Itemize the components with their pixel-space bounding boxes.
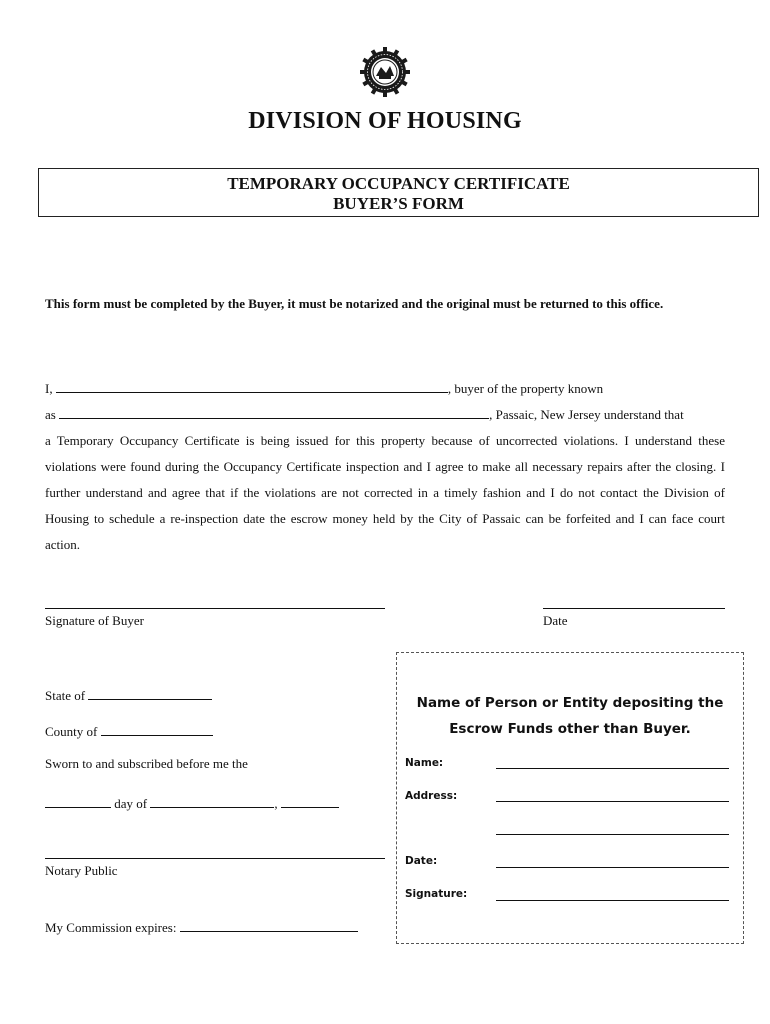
buyer-name-line <box>45 376 735 402</box>
county-label: County of <box>45 724 98 739</box>
day-of-label: day of <box>114 796 148 811</box>
property-address-line <box>45 402 735 428</box>
month-field[interactable] <box>150 792 274 808</box>
county-line <box>45 720 213 740</box>
state-field[interactable] <box>88 684 212 700</box>
state-line <box>45 684 212 704</box>
notary-public-label: Notary Public <box>45 863 118 878</box>
sworn-date-line <box>45 792 339 812</box>
county-field[interactable] <box>101 720 213 736</box>
line2-suffix: , Passaic, New Jersey understand that <box>489 407 684 422</box>
escrow-title-line1: Name of Person or Entity depositing the <box>416 695 724 711</box>
date-label: Date <box>543 613 568 628</box>
line1-prefix: I, <box>45 381 53 396</box>
instructions-text: This form must be completed by the Buyer, it must be notarized and the original must be returned to this office. <box>45 296 664 311</box>
city-seal-icon <box>359 46 411 98</box>
comma-separator: , <box>274 796 278 811</box>
escrow-box-title <box>396 690 744 742</box>
date-field[interactable] <box>543 608 725 609</box>
buyer-signature-field[interactable] <box>45 608 385 609</box>
escrow-name-label: Name: <box>405 757 444 769</box>
form-title: TEMPORARY OCCUPANCY CERTIFICATE <box>227 174 570 193</box>
property-address-field[interactable] <box>59 403 489 419</box>
state-label: State of <box>45 688 86 703</box>
form-title-box <box>38 168 759 217</box>
escrow-date-label: Date: <box>405 855 438 867</box>
escrow-title-line2: Escrow Funds other than Buyer. <box>449 721 691 737</box>
line2-prefix: as <box>45 407 56 422</box>
escrow-date-field[interactable] <box>496 867 729 868</box>
commission-label: My Commission expires: <box>45 920 177 935</box>
escrow-name-field[interactable] <box>496 768 729 769</box>
escrow-address-field-2[interactable] <box>496 834 729 835</box>
notary-signature-field[interactable] <box>45 858 385 859</box>
escrow-signature-label: Signature: <box>405 888 468 900</box>
buyer-name-field[interactable] <box>56 377 448 393</box>
division-title: DIVISION OF HOUSING <box>248 108 522 134</box>
sworn-text: Sworn to and subscribed before me the <box>45 756 248 771</box>
day-field[interactable] <box>45 792 111 808</box>
form-subtitle: BUYER’S FORM <box>333 194 464 213</box>
statement-paragraph: a Temporary Occupancy Certificate is being issued for this property because of uncorrected violations. I understand these violations were found during the Occupancy Certificate inspection and I agree to make all necessary repairs after the closing. I further understand and agree that if the violations are not corrected in a timely fashion and I do not contact the Division of Housing to schedule a re-inspection date the escrow money held by the City of Passaic can be forfeited and I can face court action. <box>45 433 725 552</box>
year-field[interactable] <box>281 792 339 808</box>
buyer-signature-label: Signature of Buyer <box>45 613 144 628</box>
escrow-signature-field[interactable] <box>496 900 729 901</box>
line1-suffix: , buyer of the property known <box>447 381 604 396</box>
commission-field[interactable] <box>180 916 358 932</box>
escrow-address-label: Address: <box>405 790 458 802</box>
escrow-address-field[interactable] <box>496 801 729 802</box>
commission-line <box>45 916 358 936</box>
